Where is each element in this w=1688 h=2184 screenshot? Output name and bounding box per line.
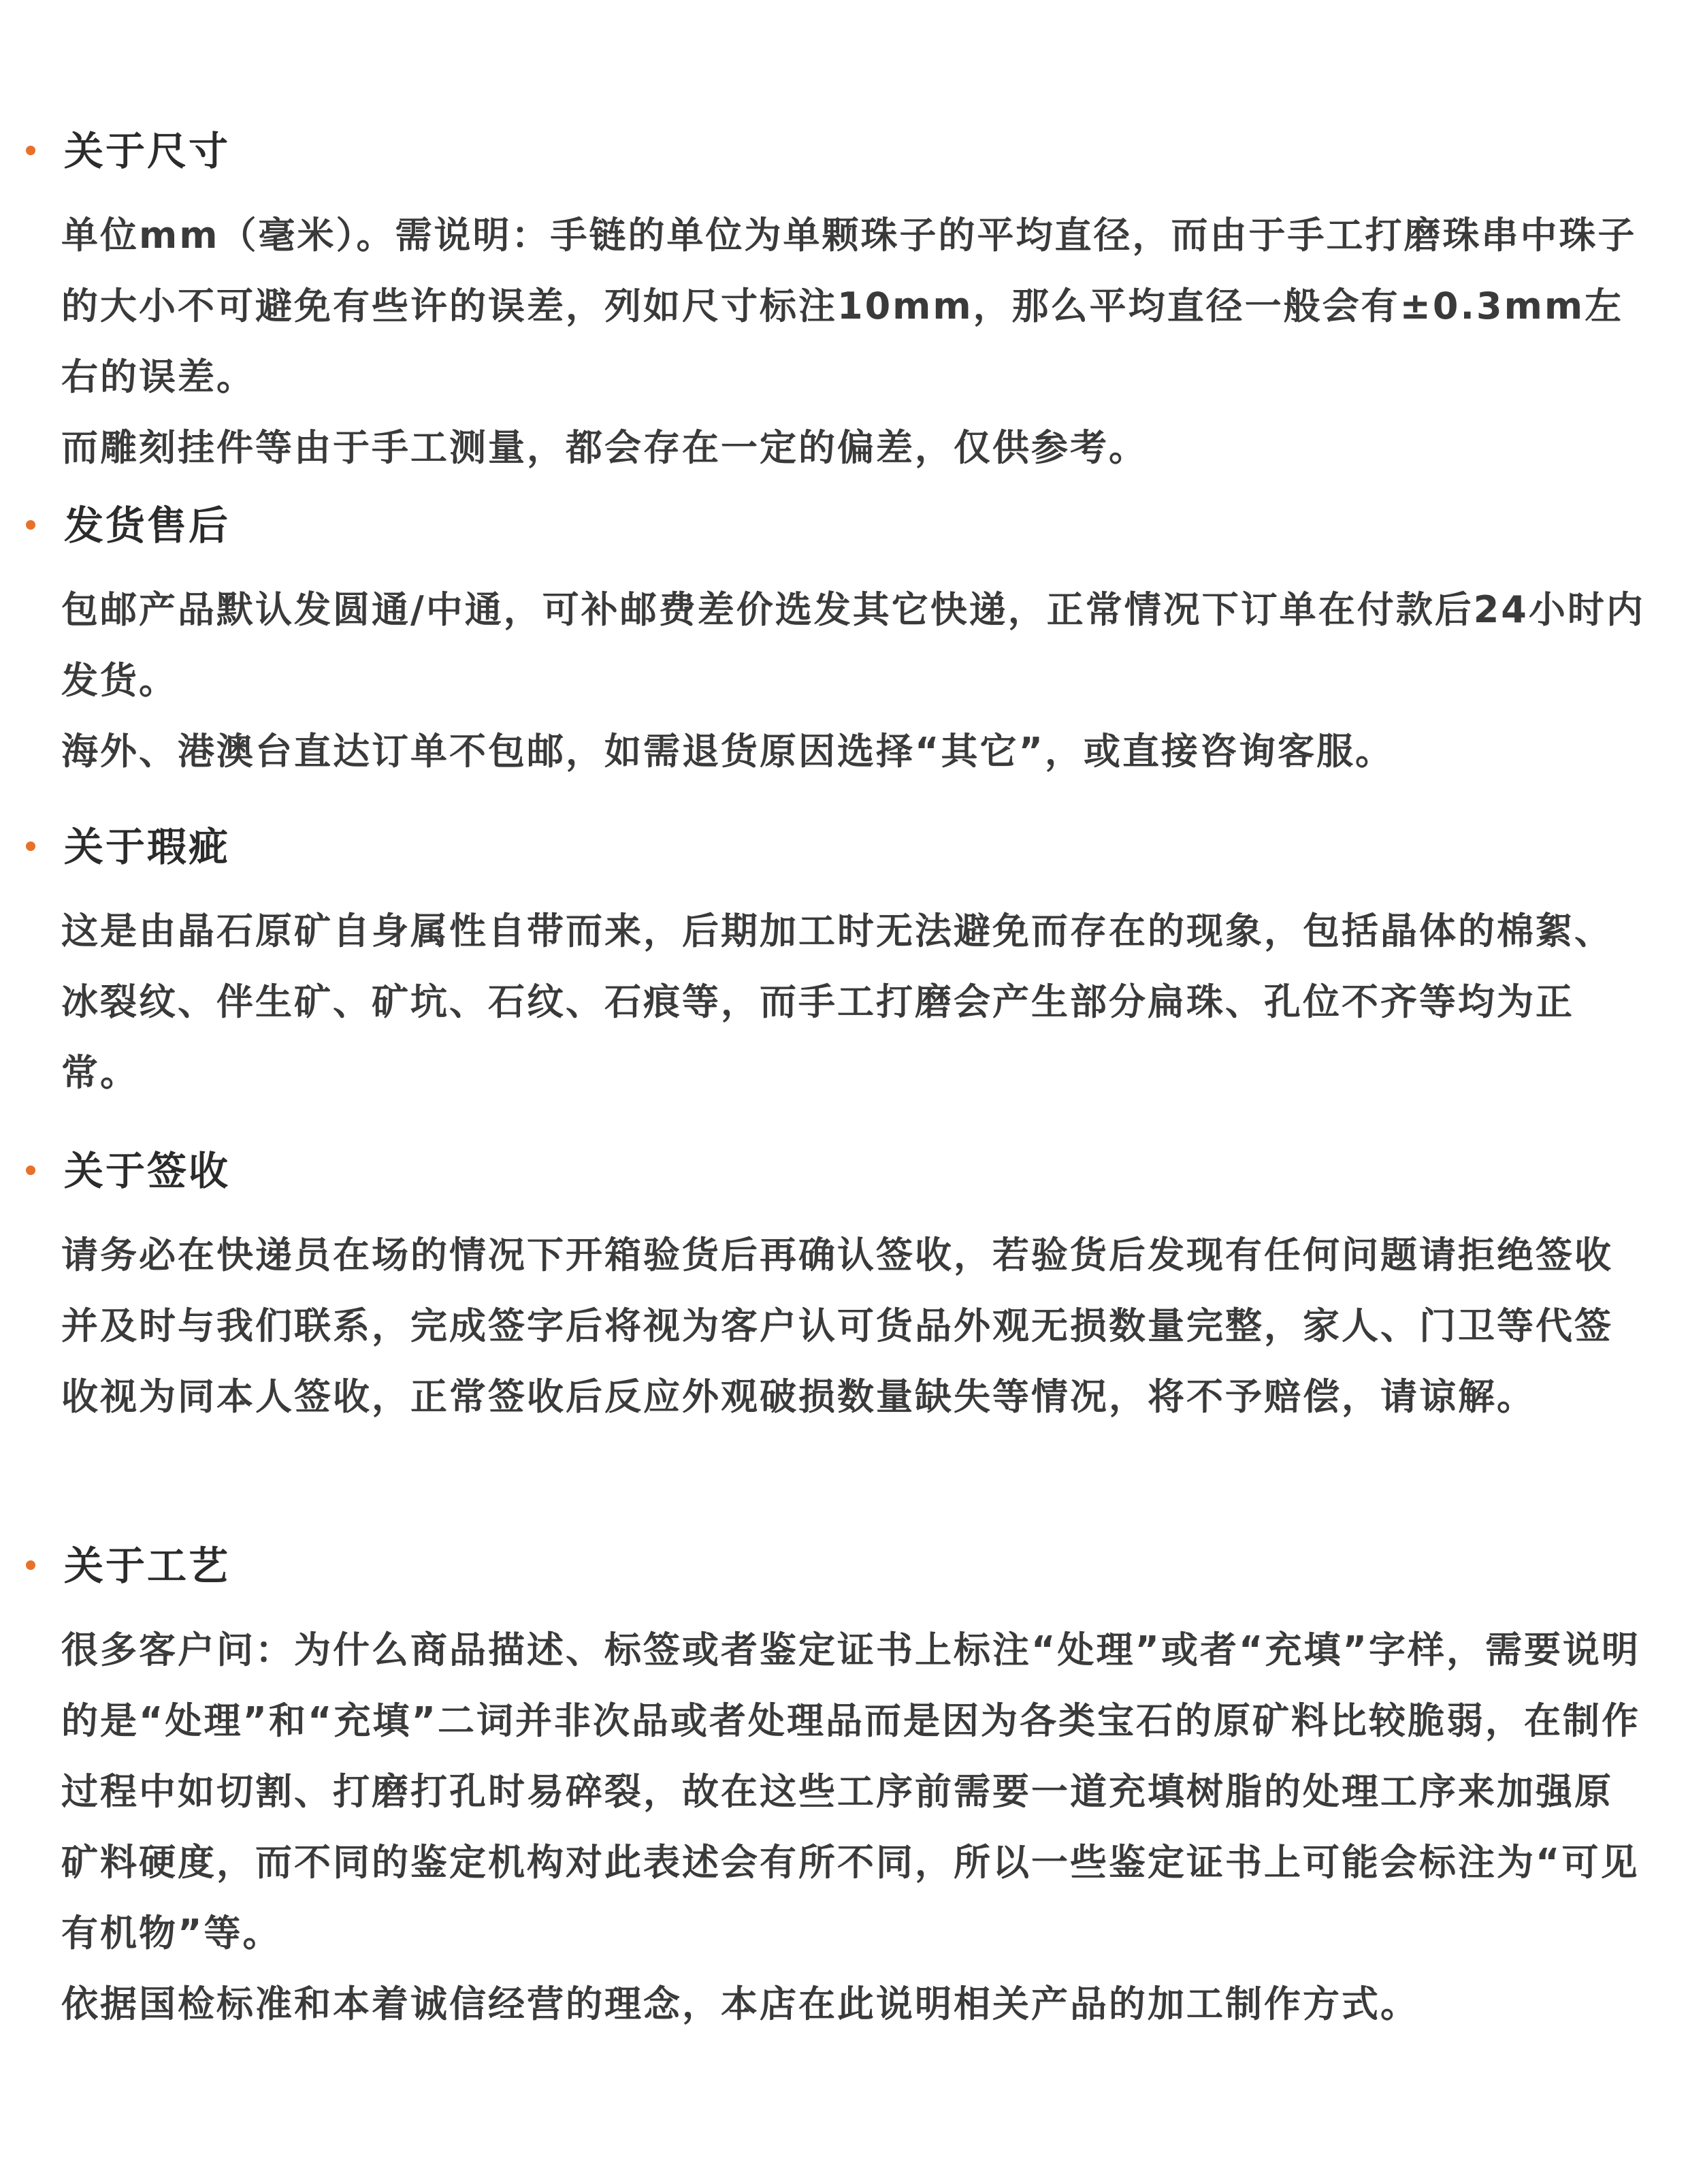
bullet-dot-icon [26,1166,35,1175]
paragraph: 很多客户问：为什么商品描述、标签或者鉴定证书上标注“处理”或者“充填”字样，需要说明的是“处理”和“充填”二词并非次品或者处理品而是因为各类宝石的原矿料比较脆弱，在制作过程中如切割、打磨打孔时易碎裂，故在这些工序前需要一道充填树脂的处理工序来加强原矿料硬度，而不同的鉴定机构对此表述会有所不同，所以一些鉴定证书上可能会标注为“可见有机物”等。 [61,1628,1640,1955]
bullet-dot-icon [26,520,35,530]
paragraph: 单位mm（毫米）。需说明：手链的单位为单颗珠子的平均直径，而由于手工打磨珠串中珠子的大小不可避免有些许的误差，列如尺寸标注10mm，那么平均直径一般会有±0.3mm左右的误差。 [61,214,1637,398]
section-body [61,1615,1647,2040]
section-title: 发货售后 [64,502,231,549]
bullet-dot-icon [26,841,35,851]
section-heading [0,500,1634,554]
paragraph: 而雕刻挂件等由于手工测量，都会存在一定的偏差，仅供参考。 [61,426,1148,469]
section-title: 关于签收 [64,1148,231,1194]
section-body [61,200,1647,483]
paragraph: 依据国检标准和本着诚信经营的理念，本店在此说明相关产品的加工制作方式。 [61,1982,1419,2025]
section-title: 关于工艺 [64,1543,231,1589]
paragraph: 包邮产品默认发圆通/中通，可补邮费差价选发其它快递，正常情况下订单在付款后24小时内发货。 [61,588,1645,702]
section-body [61,1220,1647,1432]
paragraph: 海外、港澳台直达订单不包邮，如需退货原因选择“其它”，或直接咨询客服。 [61,730,1394,773]
section-heading [0,1145,1634,1200]
section-heading [0,125,1634,180]
bullet-dot-icon [26,1560,35,1570]
section-body [61,896,1647,1108]
section-heading [0,1540,1634,1594]
section-heading [0,821,1634,876]
section-title: 关于尺寸 [64,128,231,174]
bullet-dot-icon [26,146,35,155]
section-title: 关于瑕疵 [64,824,231,870]
paragraph: 请务必在快递员在场的情况下开箱验货后再确认签收，若验货后发现有任何问题请拒绝签收并及时与我们联系，完成签字后将视为客户认可货品外观无损数量完整，家人、门卫等代签收视为同本人签收，正常签收后反应外观破损数量缺失等情况，将不予赔偿，请谅解。 [61,1234,1613,1418]
section-body [61,575,1647,787]
paragraph: 这是由晶石原矿自身属性自带而来，后期加工时无法避免而存在的现象，包括晶体的棉絮、冰裂纹、伴生矿、矿坑、石纹、石痕等，而手工打磨会产生部分扁珠、孔位不齐等均为正常。 [61,910,1613,1094]
